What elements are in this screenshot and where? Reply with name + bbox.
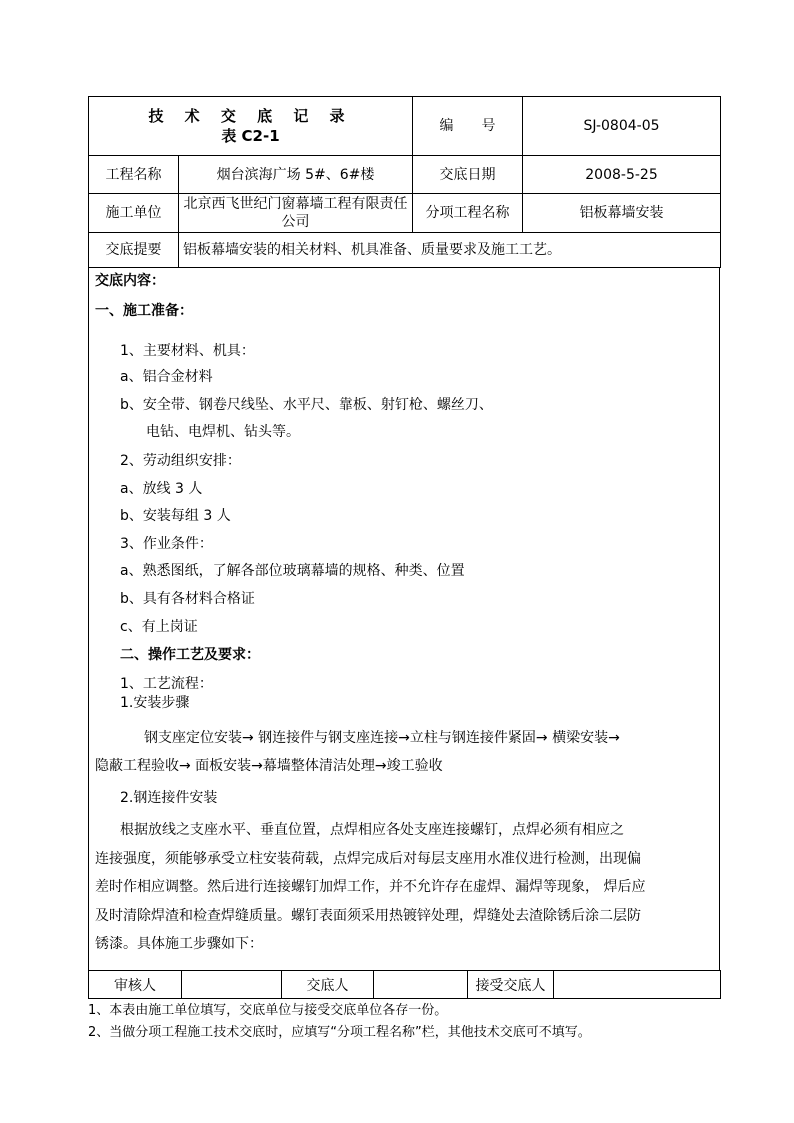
reviewer-label: 审核人: [89, 971, 182, 999]
receiver-label: 接受交底人: [468, 971, 554, 999]
form-title-code: 表 C2-1: [221, 127, 280, 145]
item-labor: 2、劳动组织安排：: [120, 453, 241, 469]
summary-value: 铝板幕墙安装的相关材料、机具准备、质量要求及施工工艺。: [179, 233, 721, 268]
summary-label: 交底提要: [89, 233, 179, 268]
paragraph-line-2: 连接强度，须能够承受立柱安装荷载，点焊完成后对每层支座用水准仪进行检测，出现偏: [95, 851, 641, 867]
item-materials-b-cont: 电钻、电焊机、钻头等。: [146, 424, 300, 440]
receiver-signature-field[interactable]: [554, 971, 721, 999]
presenter-signature-field[interactable]: [374, 971, 468, 999]
flow-line-1: 钢支座定位安装→ 钢连接件与钢支座连接→立柱与钢连接件紧固→ 横梁安装→: [144, 730, 620, 746]
disclosure-content: [88, 268, 720, 970]
construction-unit-value: 北京西飞世纪门窗幕墙工程有限责任公司: [179, 194, 413, 233]
construction-unit-label: 施工单位: [89, 194, 179, 233]
flow-line-2: 隐蔽工程验收→ 面板安装→幕墙整体清洁处理→竣工验收: [95, 758, 443, 774]
date-value: 2008-5-25: [523, 156, 721, 194]
item-materials-b: b、安全带、钢卷尺线坠、水平尺、靠板、射钉枪、螺丝刀、: [120, 397, 493, 413]
item-materials-tools: 1、主要材料、机具：: [120, 343, 255, 359]
form-title: [89, 97, 413, 156]
project-name-label: 工程名称: [89, 156, 179, 194]
signature-table: [88, 970, 721, 999]
form-header-table: [88, 96, 721, 268]
number-label: 编 号: [413, 97, 523, 156]
presenter-label: 交底人: [282, 971, 374, 999]
paragraph-line-3: 差时作相应调整。然后进行连接螺钉加焊工作，并不允许存在虚焊、漏焊等现象， 焊后应: [95, 879, 646, 895]
item-labor-a: a、放线 3 人: [120, 481, 203, 497]
section-preparation: 一、施工准备：: [95, 303, 193, 319]
form-title-main: 技 术 交 底 记 录: [148, 107, 353, 125]
section-operation: 二、操作工艺及要求：: [120, 647, 260, 663]
connector-install-heading: 2.钢连接件安装: [120, 790, 218, 806]
sub-project-value: 铝板幕墙安装: [523, 194, 721, 233]
note-1: 1、本表由施工单位填写，交底单位与接受交底单位各存一份。: [88, 1003, 448, 1018]
number-value: SJ-0804-05: [523, 97, 721, 156]
paragraph-line-5: 锈漆。具体施工步骤如下：: [95, 936, 263, 952]
form-notes: [88, 1000, 591, 1044]
item-materials-a: a、铝合金材料: [120, 369, 213, 385]
process-flow-heading: 1、工艺流程：: [120, 676, 213, 692]
reviewer-signature-field[interactable]: [182, 971, 282, 999]
item-labor-b: b、安装每组 3 人: [120, 508, 231, 524]
item-conditions: 3、作业条件：: [120, 536, 213, 552]
date-label: 交底日期: [413, 156, 523, 194]
note-2: 2、当做分项工程施工技术交底时，应填写“分项工程名称”栏，其他技术交底可不填写。: [88, 1025, 591, 1040]
paragraph-line-1: 根据放线之支座水平、垂直位置，点焊相应各处支座连接螺钉，点焊必须有相应之: [120, 822, 624, 838]
item-conditions-a: a、熟悉图纸，了解各部位玻璃幕墙的规格、种类、位置: [120, 563, 465, 579]
content-heading: 交底内容：: [95, 273, 165, 289]
paragraph-line-4: 及时清除焊渣和检查焊缝质量。螺钉表面须采用热镀锌处理，焊缝处去渣除锈后涂二层防: [95, 908, 641, 924]
project-name-value: 烟台滨海广场 5#、6#楼: [179, 156, 413, 194]
item-conditions-c: c、有上岗证: [120, 619, 198, 635]
sub-project-label: 分项工程名称: [413, 194, 523, 233]
technical-disclosure-form: [88, 96, 720, 999]
item-conditions-b: b、具有各材料合格证: [120, 591, 255, 607]
install-steps-heading: 1.安装步骤: [120, 695, 190, 711]
